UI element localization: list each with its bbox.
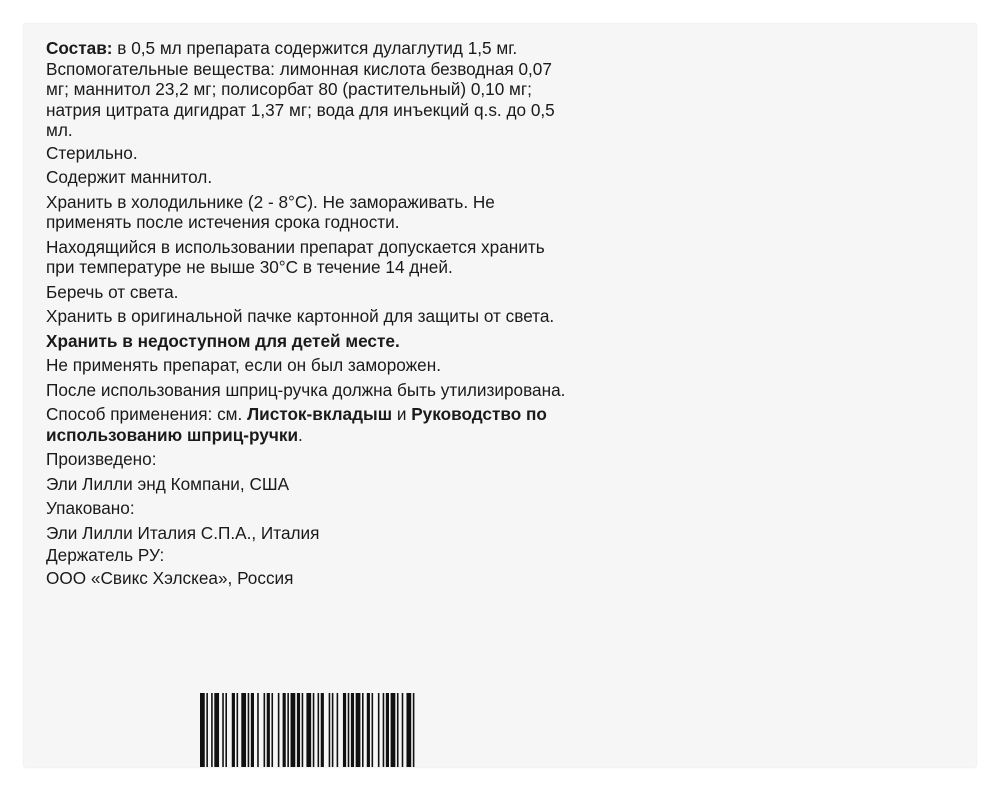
barcode-bar — [297, 693, 300, 767]
barcode-bar — [232, 693, 235, 767]
barcode-bar — [257, 693, 259, 767]
barcode-bar — [214, 693, 219, 767]
barcode-bar — [343, 693, 346, 767]
barcode-bar — [402, 693, 404, 767]
barcode-bar — [271, 693, 273, 767]
disposal-text: После использования шприц-ручка должна быть утилизирована. — [46, 379, 566, 400]
barcode-bar — [287, 693, 289, 767]
frozen-warning-text: Не применять препарат, если он был заморожен. — [46, 355, 441, 375]
barcode-bar — [397, 693, 399, 767]
composition-text: в 0,5 мл препарата содержится дулаглутид 1,5 мг. Вспомогательные вещества: лимонная кислота безводная 0,07 мг; маннитол 23,2 мг; полисорбат 80 (растительный) 0,10 мг; натрия цитрата дигидрат 1,37 мг; вода для инъекций q.s. до 0,5 мл. — [46, 38, 555, 140]
barcode-bar — [200, 693, 205, 767]
usage-paragraph — [46, 404, 566, 445]
barcode-bar — [321, 693, 324, 767]
barcode-bar — [302, 693, 304, 767]
composition-label: Состав: — [46, 38, 113, 58]
barcode-bar — [313, 693, 315, 767]
barcode-bar — [383, 693, 385, 767]
barcode-bar — [362, 693, 364, 767]
packer-text: Эли Лилли Италия С.П.А., Италия — [46, 522, 320, 543]
barcode-bar — [241, 693, 246, 767]
original-pack-text: Хранить в оригинальной пачке картонной для защиты от света. — [46, 306, 555, 326]
barcode-bar — [406, 693, 411, 767]
barcode-bar — [351, 693, 354, 767]
barcode-bar — [206, 693, 208, 767]
barcode-bar — [332, 693, 334, 767]
barcode-bar — [329, 693, 331, 767]
package-panel — [24, 24, 976, 767]
sterile-text: Стерильно. — [46, 142, 138, 163]
barcode — [200, 693, 416, 767]
barcode-bar — [348, 693, 350, 767]
barcode-bar — [211, 693, 213, 767]
barcode-bar — [413, 693, 415, 767]
leaflet-reference: Листок-вкладыш — [247, 404, 393, 424]
barcode-bar — [386, 693, 389, 767]
composition-paragraph — [46, 38, 566, 141]
barcode-bar — [248, 693, 250, 767]
barcode-bar — [337, 693, 339, 767]
barcode-bar — [372, 693, 374, 767]
contains-mannitol-text: Содержит маннитол. — [46, 167, 213, 187]
barcode-bar — [318, 693, 320, 767]
protect-light-text: Беречь от света. — [46, 281, 179, 302]
barcode-bar — [222, 693, 224, 767]
usage-and: и — [392, 404, 412, 424]
barcode-bar — [291, 693, 296, 767]
storage-in-use-text: Находящийся в использовании препарат допускается хранить при температуре не выше 30°С в течение 14 дней. — [46, 236, 545, 277]
manual-reference: Руководство по использованию шприц-ручки — [46, 404, 547, 445]
barcode-bar — [267, 693, 270, 767]
children-warning-text: Хранить в недоступном для детей месте. — [46, 330, 400, 351]
holder-text: ООО «Свикс Хэлскеа», Россия — [46, 567, 294, 588]
barcode-bar — [283, 693, 286, 767]
label-text — [46, 38, 566, 592]
barcode-bar — [391, 693, 396, 767]
barcode-bar — [251, 693, 254, 767]
usage-prefix: Способ применения: см. — [46, 404, 248, 424]
manufactured-label: Произведено: — [46, 449, 157, 469]
barcode-bar — [278, 693, 280, 767]
manufacturer-text: Эли Лилли энд Компани, США — [46, 473, 290, 494]
packed-label: Упаковано: — [46, 498, 135, 518]
barcode-bar — [225, 693, 227, 767]
barcode-bar — [237, 693, 239, 767]
barcode-bar — [367, 693, 370, 767]
usage-end: . — [298, 424, 303, 445]
storage-fridge-text: Хранить в холодильнике (2 - 8°С). Не замораживать. Не применять после истечения срока годности. — [46, 191, 495, 232]
barcode-bar — [378, 693, 380, 767]
holder-label: Держатель РУ: — [46, 545, 165, 565]
barcode-bar — [356, 693, 361, 767]
barcode-bar — [306, 693, 311, 767]
barcode-bar — [264, 693, 266, 767]
